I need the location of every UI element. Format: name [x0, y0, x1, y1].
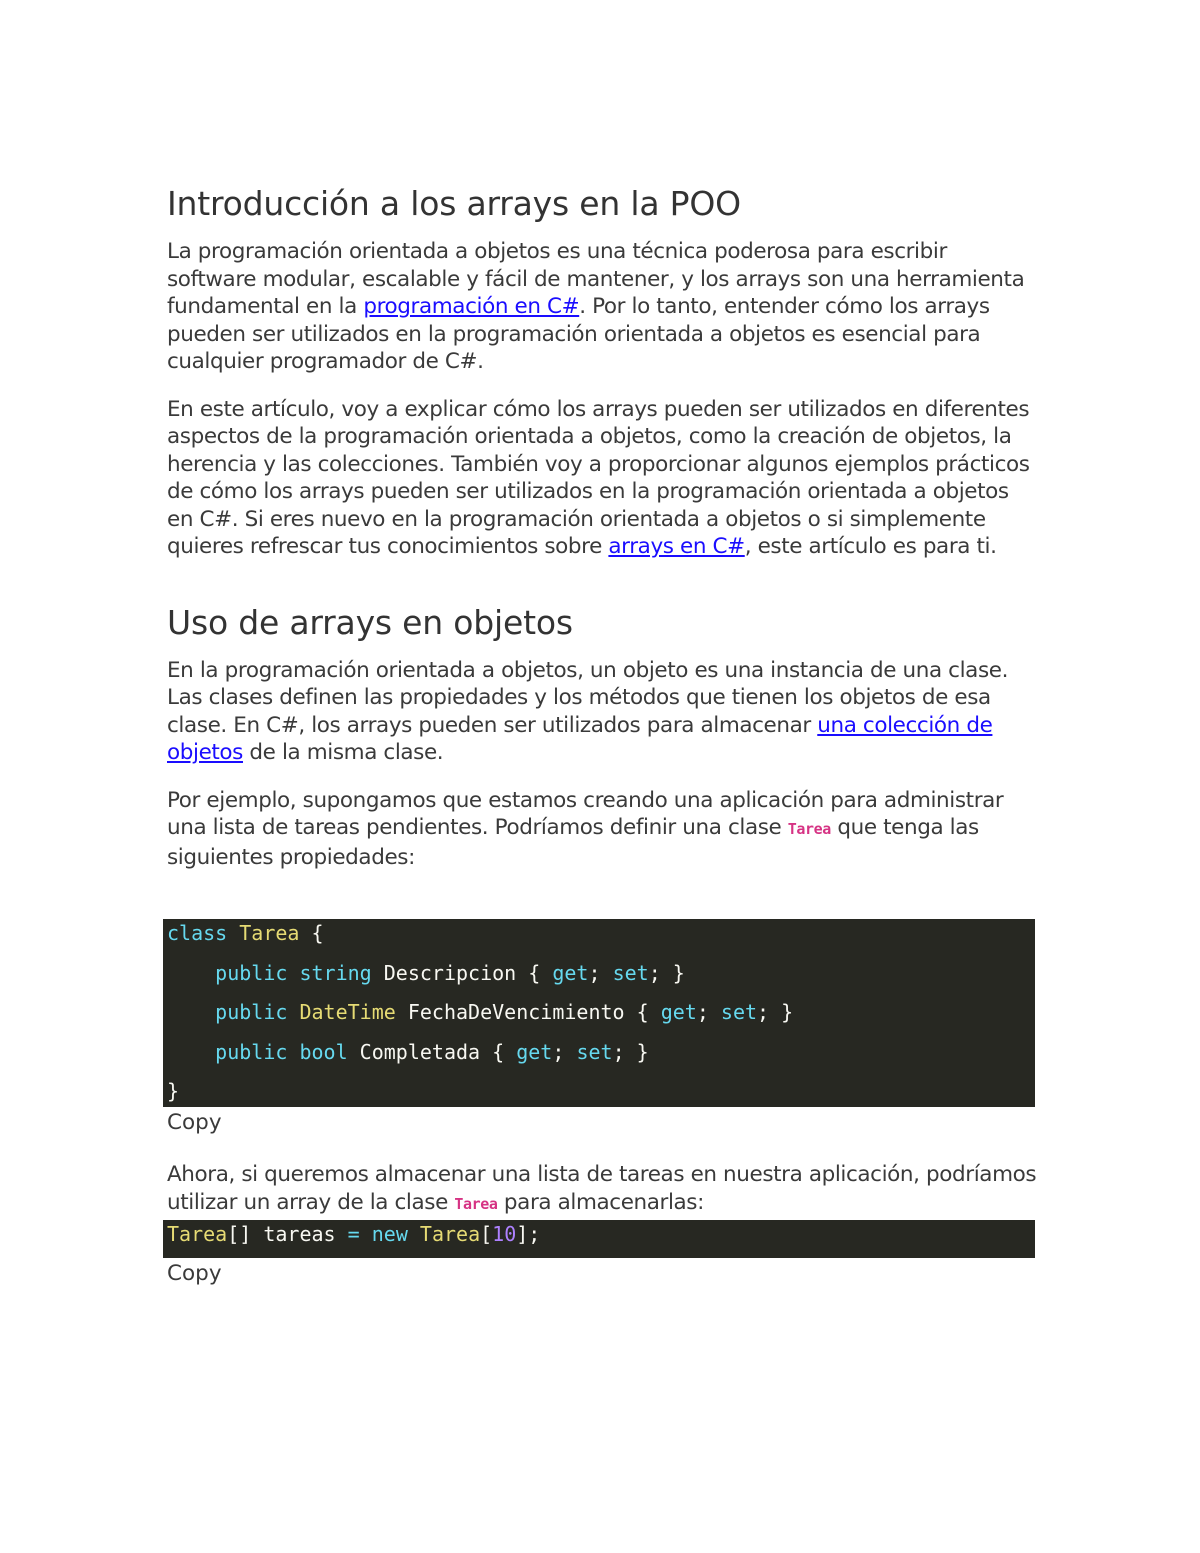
code-indent [167, 1040, 215, 1064]
inline-code-tarea: Tarea [787, 820, 831, 838]
code-indent [167, 961, 215, 985]
code-line [167, 1077, 1035, 1107]
code-type: Tarea [419, 1222, 481, 1246]
intro-paragraph-2 [167, 396, 1037, 561]
text: , este artículo es para ti. [744, 534, 997, 559]
section-heading-uso: Uso de arrays en objetos [167, 602, 573, 642]
code-text: ; [588, 960, 613, 985]
code-block-class-tarea [163, 919, 1035, 1107]
code-text: } [167, 1079, 180, 1103]
inline-code-tarea: Tarea [454, 1194, 498, 1213]
code-keyword: get [552, 960, 589, 985]
code-keyword: class [167, 921, 228, 945]
text: . Por lo tanto, entender cómo los arrays pueden ser utilizados en la programación orientada a objetos es esencial para cualquier programador de C#. [167, 294, 990, 374]
uso-paragraph-1 [167, 657, 1037, 767]
code-number: 10 [492, 1222, 517, 1246]
text: que tenga las siguientes propiedades: [167, 815, 979, 870]
copy-button[interactable]: Copy [167, 1110, 222, 1135]
code-text: ; } [757, 1000, 794, 1024]
text: para almacenarlas: [497, 1189, 704, 1215]
code-operator: = [347, 1222, 360, 1246]
text: de la misma clase. [243, 740, 444, 765]
text: En la programación orientada a objetos, un objeto es una instancia de una clase. Las clases definen las propiedades y los métodos que tienen los objetos de esa clase. En C#, los arrays pueden ser utilizados para almacenar [167, 657, 1009, 738]
code-line [167, 998, 1035, 1038]
code-type: bool [299, 1039, 348, 1064]
code-text: FechaDeVencimiento { [395, 1000, 661, 1024]
code-text: [ [480, 1222, 493, 1246]
link-coleccion-objetos[interactable]: una colección de objetos [167, 712, 993, 765]
code-block-array-tareas [163, 1220, 1035, 1258]
code-text: ; } [648, 960, 685, 985]
code-type: DateTime [299, 1000, 396, 1024]
code-keyword: get [516, 1039, 553, 1064]
code-text: ; [552, 1039, 577, 1064]
uso-paragraph-3 [167, 1161, 1037, 1218]
code-text: { [299, 921, 324, 945]
intro-paragraph-1 [167, 238, 1037, 376]
code-keyword: public [215, 960, 288, 985]
code-keyword: public [215, 1039, 288, 1064]
code-keyword: public [215, 1000, 288, 1024]
text: En este artículo, voy a explicar cómo los arrays pueden ser utilizados en diferentes aspectos de la programación orientada a objetos, como la creación de objetos, la herencia y las colecciones. También voy a proporcionar algunos ejemplos prácticos de cómo los arrays pueden ser utilizados en la programación orientada a objetos en C#. Si eres nuevo en la programación orientada a objetos o si simplemente quieres refrescar tus conocimientos sobre [167, 396, 1030, 559]
link-arrays-csharp[interactable]: arrays en C# [608, 534, 745, 559]
code-type: string [299, 960, 372, 985]
text: Por ejemplo, supongamos que estamos creando una aplicación para administrar una lista de tareas pendientes. Podríamos definir una clase [167, 787, 1004, 840]
code-line [167, 959, 1035, 999]
code-keyword: set [720, 1000, 758, 1024]
code-text: ]; [516, 1222, 541, 1246]
code-type: Tarea [239, 921, 300, 945]
code-keyword: set [612, 960, 649, 985]
code-line [167, 1038, 1035, 1078]
code-text: ; [696, 1000, 721, 1024]
section-heading-intro: Introducción a los arrays en la POO [167, 184, 741, 223]
code-type: Tarea [167, 1222, 228, 1246]
code-keyword: get [660, 1000, 697, 1024]
code-keyword: set [576, 1039, 613, 1064]
article [167, 182, 1037, 1312]
code-text: ; } [612, 1039, 649, 1064]
link-programacion-csharp[interactable]: programación en C# [363, 294, 580, 319]
code-line [167, 919, 1035, 959]
text: Ahora, si queremos almacenar una lista de tareas en nuestra aplicación, podríamos utilizar un array de la clase [167, 1162, 1037, 1215]
copy-button[interactable]: Copy [167, 1261, 222, 1286]
code-text: [] tareas [227, 1222, 348, 1246]
text: La programación orientada a objetos es una técnica poderosa para escribir software modular, escalable y fácil de mantener, y los arrays son una herramienta fundamental en la [167, 239, 1025, 319]
code-text: Descripcion { [371, 960, 553, 985]
code-text: Completada { [347, 1039, 517, 1064]
code-indent [167, 1000, 215, 1024]
code-keyword: new [371, 1222, 408, 1246]
uso-paragraph-2 [167, 787, 1037, 872]
